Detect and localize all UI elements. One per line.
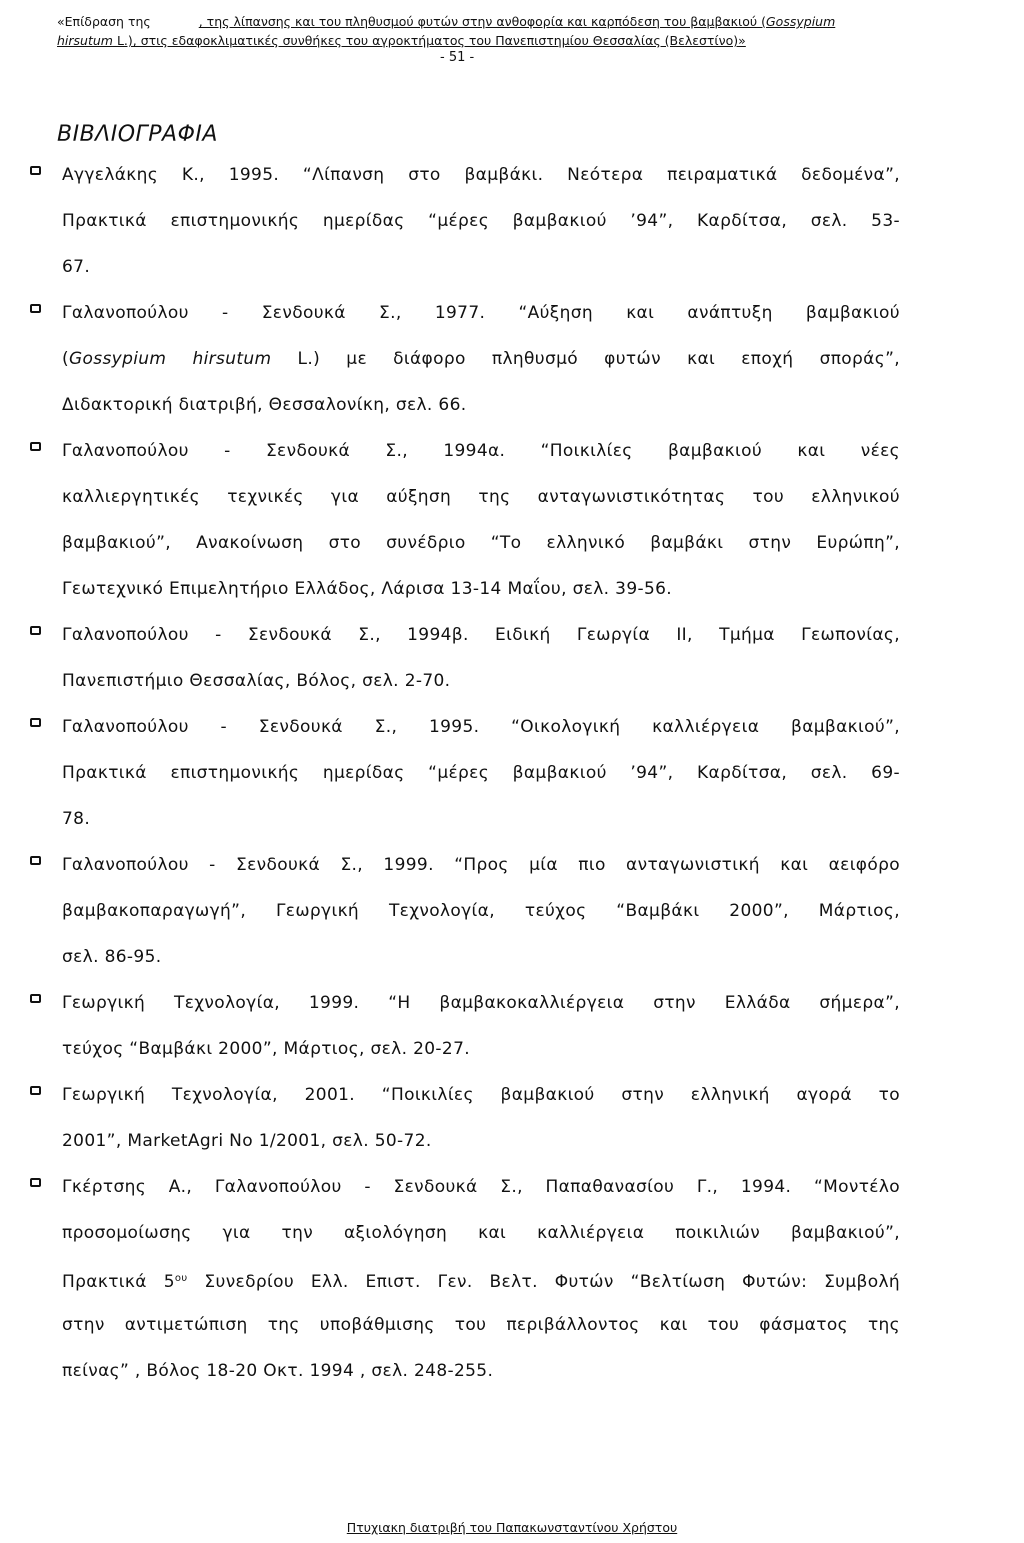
checkbox-bullet-icon (30, 1086, 41, 1095)
reference-text-line: 78. (62, 809, 91, 829)
bibliography-list (30, 158, 900, 1400)
checkbox-bullet-icon (30, 304, 41, 313)
reference-text-line: 2001”, MarketAgri No 1/2001, σελ. 50-72. (62, 1131, 432, 1151)
header-text: , της λίπανσης και του πληθυσμού φυτών στην ανθοφορία και καρπόδεση του βαμβακιού (Gossypium (198, 14, 836, 29)
reference-text-line: προσομοίωσης για την αξιολόγηση και καλλιέργεια ποικιλιών βαμβακιού”, (62, 1223, 900, 1243)
reference-item (30, 710, 900, 848)
footer-credit: Πτυχιακη διατριβή του Παπακωνσταντίνου Χρήστου (346, 1520, 678, 1535)
reference-text-line: τεύχος “Βαμβάκι 2000”, Μάρτιος, σελ. 20-27. (62, 1039, 470, 1059)
checkbox-bullet-icon (30, 1178, 41, 1187)
reference-text-line: Πρακτικά επιστημονικής ημερίδας “μέρες βαμβακιού ’94”, Καρδίτσα, σελ. 53- (62, 211, 900, 231)
reference-text-line: Γεωργική Τεχνολογία, 2001. “Ποικιλίες βαμβακιού στην ελληνική αγορά το (62, 1085, 900, 1105)
reference-text-line: Γαλανοπούλου - Σενδουκά Σ., 1995. “Οικολογική καλλιέργεια βαμβακιού”, (62, 717, 900, 737)
reference-text-line: Διδακτορική διατριβή, Θεσσαλονίκη, σελ. 66. (62, 395, 467, 415)
reference-text-line: Γαλανοπούλου - Σενδουκά Σ., 1994α. “Ποικιλίες βαμβακιού και νέες (62, 441, 900, 461)
reference-item (30, 848, 900, 986)
running-header-line-2: hirsutum L.), στις εδαφοκλιματικές συνθήκες του αγροκτήματος του Πανεπιστημίου Θεσσαλίας (Βελεστίνο)» (57, 33, 746, 48)
reference-text-line: Γεωτεχνικό Επιμελητήριο Ελλάδος, Λάρισα 13-14 Μαΐου, σελ. 39-56. (62, 579, 673, 599)
reference-text-line: Αγγελάκης Κ., 1995. “Λίπανση στο βαμβάκι. Νεότερα πειραματικά δεδομένα”, (62, 165, 900, 185)
reference-text-line: βαμβακιού”, Ανακοίνωση στο συνέδριο “Το ελληνικό βαμβάκι στην Ευρώπη”, (62, 533, 900, 553)
reference-text-line: Πρακτικά $5^{o\upsilon}$ Συνεδρίου Ελλ. Επιστ. Γεν. Βελτ. Φυτών “Βελτίωση Φυτών: Συμβολή (62, 1272, 901, 1292)
reference-item (30, 986, 900, 1078)
reference-text-line: βαμβακοπαραγωγή”, Γεωργική Τεχνολογία, τεύχος “Βαμβάκι 2000”, Μάρτιος, (62, 901, 900, 921)
checkbox-bullet-icon (30, 626, 41, 635)
reference-text-line: Γκέρτσης Α., Γαλανοπούλου - Σενδουκά Σ., Παπαθανασίου Γ., 1994. “Μοντέλο (62, 1177, 900, 1197)
checkbox-bullet-icon (30, 442, 41, 451)
section-title: ΒΙΒΛΙΟΓΡΑΦΙΑ (57, 122, 218, 147)
reference-text-line: (Gossypium hirsutum L.) με διάφορο πληθυσμό φυτών και εποχή σποράς”, (62, 349, 900, 369)
reference-text-line: πείνας” , Βόλος 18-20 Οκτ. 1994 , σελ. 248-255. (62, 1361, 494, 1381)
checkbox-bullet-icon (30, 856, 41, 865)
reference-text-line: 67. (62, 257, 91, 277)
reference-text-line: Πρακτικά επιστημονικής ημερίδας “μέρες βαμβακιού ’94”, Καρδίτσα, σελ. 69- (62, 763, 900, 783)
reference-text-line: Γαλανοπούλου - Σενδουκά Σ., 1994β. Ειδική Γεωργία ΙΙ, Τμήμα Γεωπονίας, (62, 625, 900, 645)
reference-item (30, 618, 900, 710)
reference-item (30, 296, 900, 434)
reference-text-line: Πανεπιστήμιο Θεσσαλίας, Βόλος, σελ. 2-70. (62, 671, 451, 691)
checkbox-bullet-icon (30, 994, 41, 1003)
header-text: «Επίδραση της (57, 14, 151, 29)
reference-item (30, 434, 900, 618)
reference-text-line: σελ. 86-95. (62, 947, 162, 967)
reference-text-line: Γαλανοπούλου - Σενδουκά Σ., 1999. “Προς μία πιο ανταγωνιστική και αειφόρο (62, 855, 900, 875)
reference-item (30, 1078, 900, 1170)
reference-item (30, 158, 900, 296)
reference-text-line: Γεωργική Τεχνολογία, 1999. “Η βαμβακοκαλλιέργεια στην Ελλάδα σήμερα”, (62, 993, 900, 1013)
checkbox-bullet-icon (30, 718, 41, 727)
checkbox-bullet-icon (30, 166, 41, 175)
running-header-line-1 (57, 12, 957, 31)
running-header (57, 12, 957, 50)
reference-item (30, 1170, 900, 1400)
page-number: - 51 - (440, 50, 475, 65)
reference-text-line: καλλιεργητικές τεχνικές για αύξηση της ανταγωνιστικότητας του ελληνικού (62, 487, 900, 507)
reference-text-line: Γαλανοπούλου - Σενδουκά Σ., 1977. “Αύξηση και ανάπτυξη βαμβακιού (62, 303, 900, 323)
reference-text-line: στην αντιμετώπιση της υποβάθμισης του περιβάλλοντος και του φάσματος της (62, 1315, 900, 1335)
